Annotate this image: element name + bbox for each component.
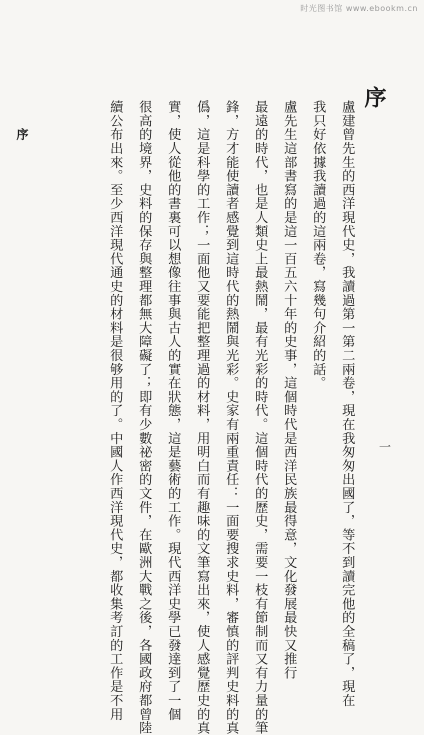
running-header: 序 <box>15 128 29 140</box>
text-column-4: 最遠的時代，也是人類史上最熱鬧，最有光彩的時代。這個時代的歷史，需要一枝有節制而又有力量的筆 <box>252 100 268 735</box>
text-column-3: 盧先生這部書寫的是這一百五六十年的史事，這個時代是西洋民族最得意，文化發展最快又推行 <box>281 100 297 680</box>
text-column-8: 很高的境界，史料的保存與整理都無大障礙了；即有少數祕密的文件，在歐洲大戰之後，各國政府都曾陸 <box>136 100 152 735</box>
text-column-6: 僞，這是科學的工作；一面他又要能把整理過的材料，用明白而有趣味的文筆寫出來，使人感覺歷史的真 <box>194 100 210 735</box>
text-column-5: 鋒，方才能使讀者感覺到這時代的熱鬧與光彩。史家有兩重責任：一面要搜求史料，審慎的評判史料的真 <box>223 100 239 735</box>
text-column-7: 實，使人從他的書裏可以想像往事與古人的實在狀態，這是藝術的工作。現代西洋史學已發達到了一個 <box>165 100 181 721</box>
page-number: 一 <box>379 440 392 454</box>
page-heading: 序 <box>361 86 387 108</box>
text-column-9: 續公布出來。至少西洋現代通史的材料是很够用的了。中國人作西洋現代史，都收集考訂的工作是不用 <box>107 100 123 721</box>
watermark: 时光图书馆 www.ebookm.cn <box>300 4 418 13</box>
text-column-2: 我只好依據我讀過的這兩卷，寫幾句介紹的話。 <box>310 100 326 390</box>
text-column-1: 盧建曾先生的西洋現代史，我讀過第一第二兩卷，現在我匆匆出國了，等不到讀完他的全稿了，現在 <box>339 100 355 708</box>
